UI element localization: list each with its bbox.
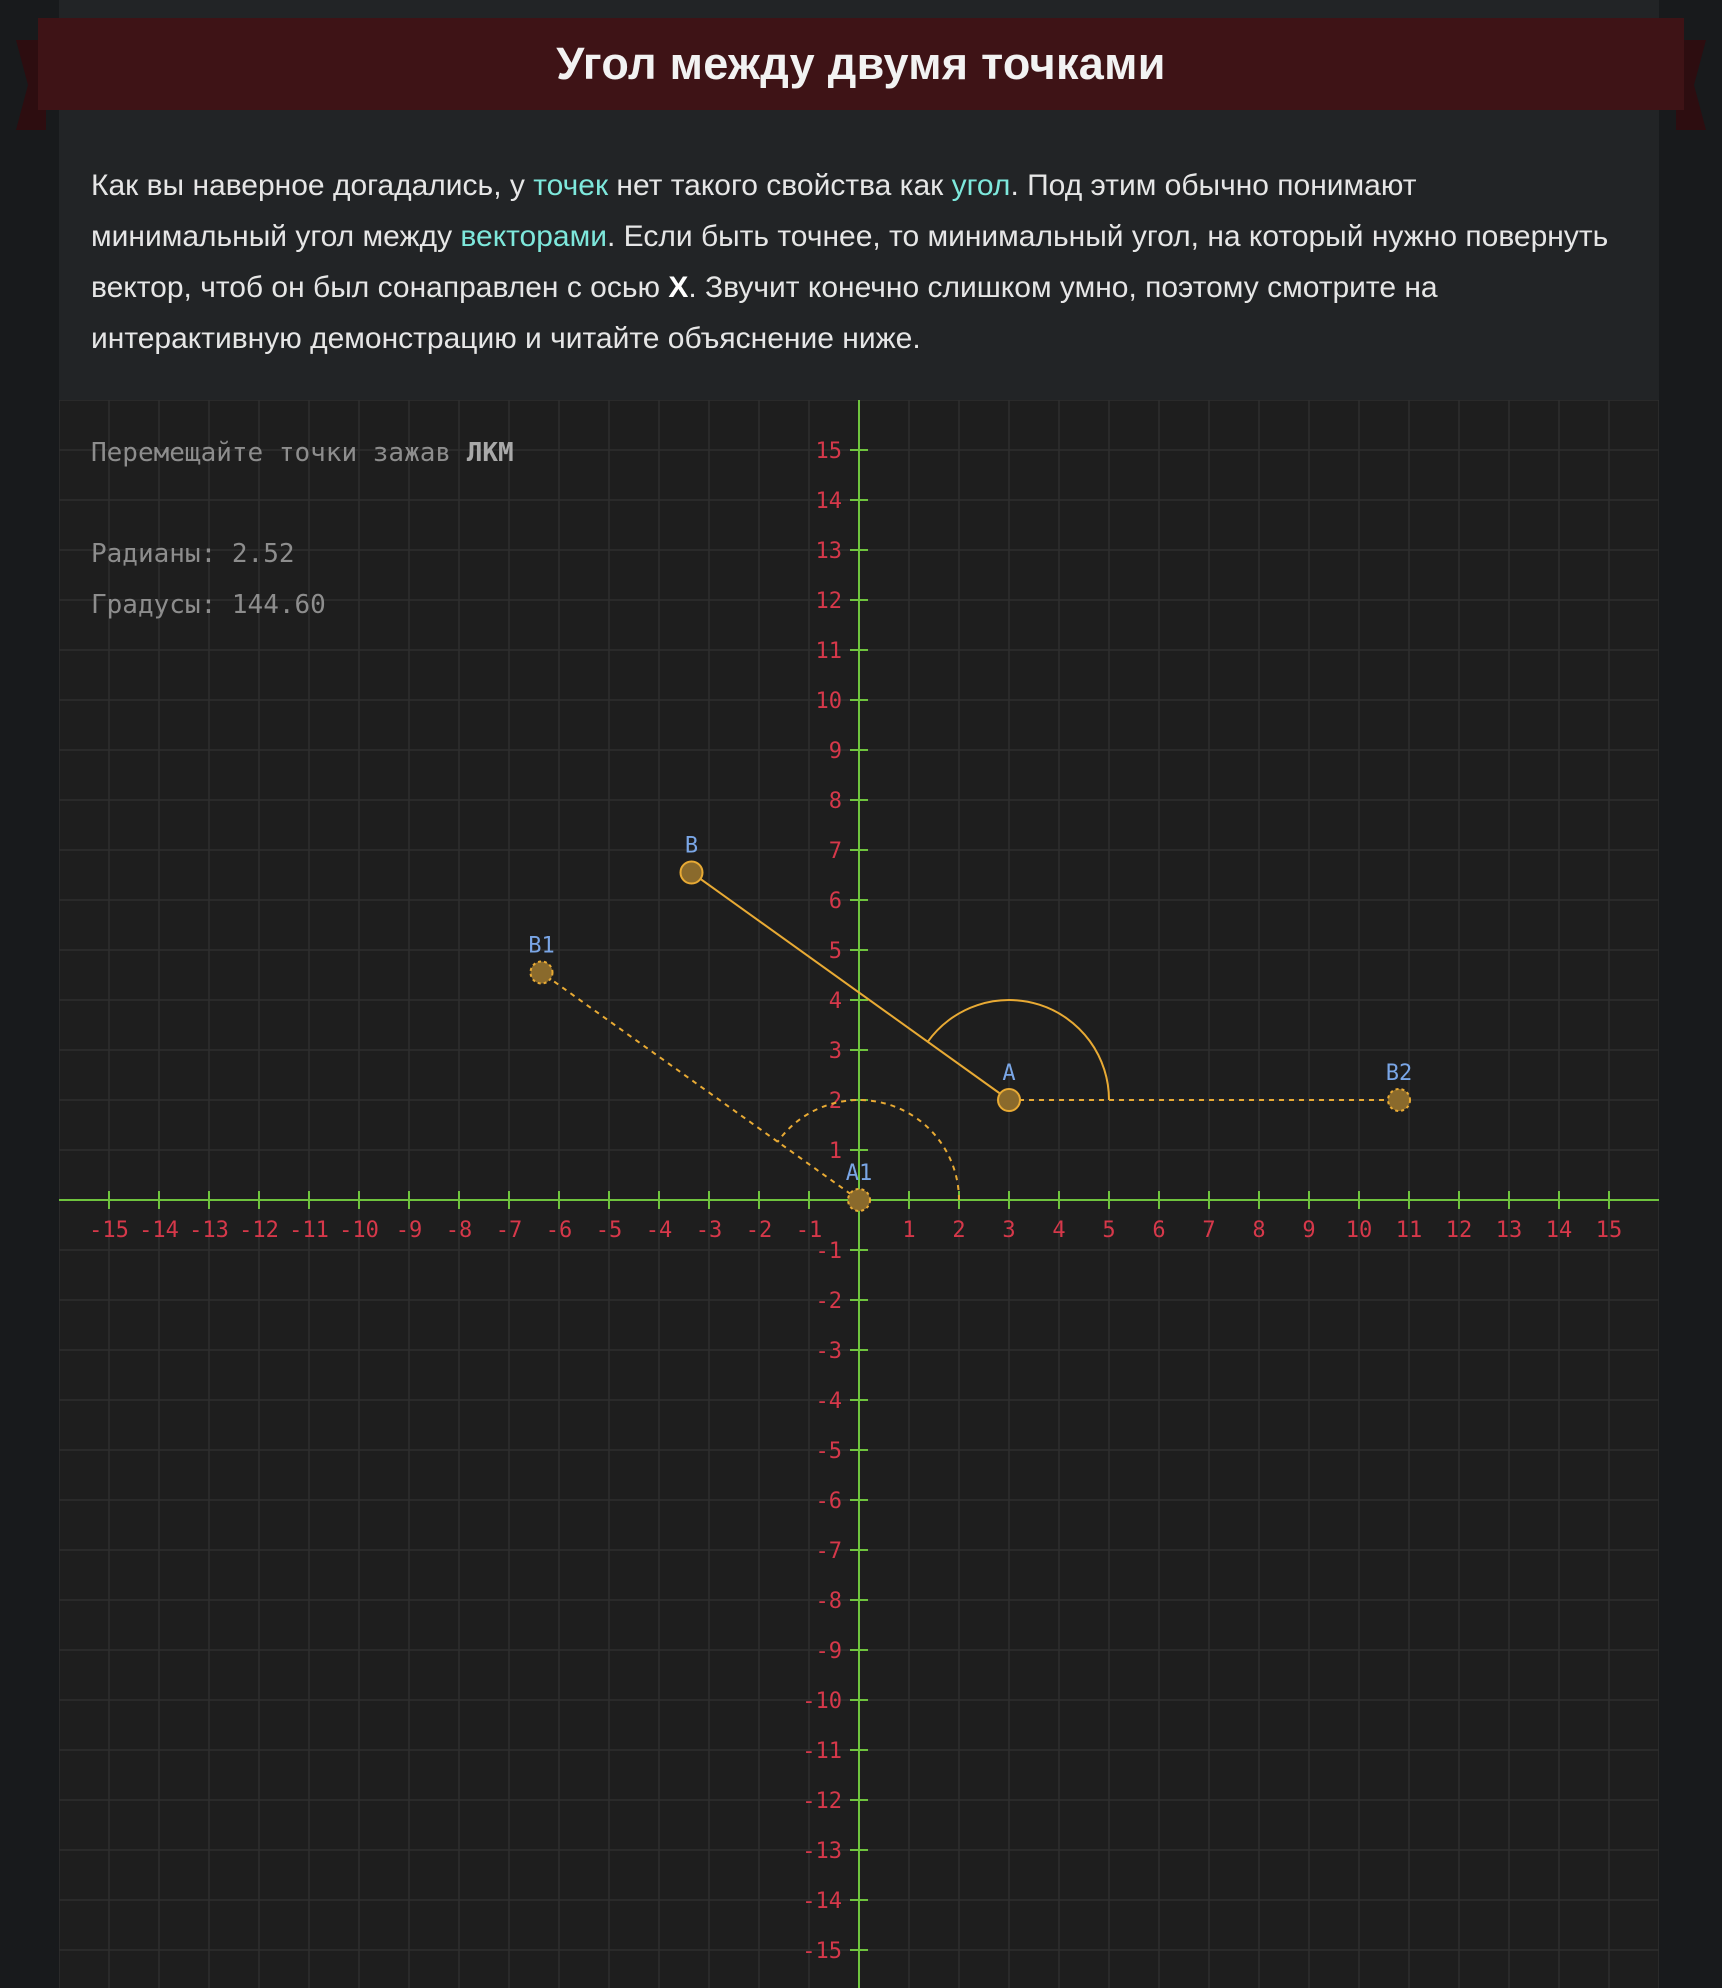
y-tick-label: -4: [815, 1389, 842, 1414]
y-tick-label: 5: [828, 939, 842, 964]
x-tick-label: 13: [1495, 1218, 1523, 1243]
point-label-b: B: [684, 833, 699, 859]
x-tick-label: -14: [139, 1218, 179, 1243]
y-tick-label: -9: [815, 1639, 842, 1664]
x-tick-label: 8: [1252, 1218, 1266, 1243]
drag-hint-text: Перемещайте точки зажав: [91, 438, 467, 468]
x-tick-label: -15: [89, 1218, 129, 1243]
degrees-label: Градусы:: [91, 590, 232, 620]
y-tick-label: -8: [815, 1589, 842, 1614]
y-tick-label: -14: [802, 1889, 842, 1914]
x-tick-label: -9: [395, 1218, 423, 1243]
x-tick-label: 2: [952, 1218, 966, 1243]
y-tick-label: 1: [828, 1139, 842, 1164]
y-tick-label: 12: [815, 589, 842, 614]
x-tick-label: 3: [1002, 1218, 1016, 1243]
y-tick-label: 9: [828, 739, 842, 764]
degrees-value: 144.60: [231, 590, 326, 620]
intro-text-1: Как вы наверное догадались, у: [91, 169, 534, 202]
axis-name: X: [668, 271, 689, 304]
x-tick-label: -5: [595, 1218, 623, 1243]
y-tick-label: -10: [802, 1689, 842, 1714]
x-tick-label: 14: [1545, 1218, 1573, 1243]
y-tick-label: 11: [815, 639, 842, 664]
point-label-b1: B1: [528, 933, 555, 959]
y-tick-label: 4: [828, 989, 842, 1014]
link-points[interactable]: точек: [533, 169, 609, 202]
y-tick-label: -7: [815, 1539, 842, 1564]
x-tick-label: -10: [339, 1218, 379, 1243]
y-tick-label: 3: [828, 1039, 842, 1064]
x-tick-label: -2: [745, 1218, 773, 1243]
point-label-b2: B2: [1385, 1061, 1413, 1086]
x-tick-label: -12: [239, 1218, 279, 1243]
x-tick-label: 4: [1052, 1218, 1066, 1243]
point-a[interactable]: [998, 1089, 1020, 1111]
y-tick-label: -5: [815, 1439, 842, 1464]
y-tick-label: -13: [802, 1839, 842, 1864]
degrees-readout: [91, 590, 326, 620]
x-tick-label: -4: [645, 1218, 673, 1243]
x-tick-label: 12: [1445, 1218, 1473, 1243]
x-tick-label: 6: [1152, 1218, 1166, 1243]
x-tick-label: -7: [495, 1218, 523, 1243]
interactive-demo[interactable]: [59, 400, 1659, 1988]
title-ribbon: [38, 18, 1684, 110]
coordinate-plane[interactable]: [59, 400, 1659, 1988]
y-tick-label: -11: [802, 1739, 842, 1764]
intro-text-5: . Звучит конечно слишком умно, поэтому смотрите на интерактивную демонстрацию и читайте объяснение ниже.: [91, 271, 1438, 355]
y-tick-label: 7: [828, 839, 842, 864]
intro-text-3: . Под этим обычно понимают минимальный угол между: [91, 169, 1417, 253]
y-tick-label: 15: [815, 439, 842, 464]
y-tick-label: 2: [828, 1089, 842, 1114]
y-tick-label: 8: [828, 789, 842, 814]
radians-label: Радианы:: [91, 539, 232, 569]
point-label-a: A: [1002, 1061, 1016, 1086]
point-a1: [848, 1189, 870, 1211]
y-tick-label: 13: [815, 539, 842, 564]
x-tick-label: 11: [1395, 1218, 1423, 1243]
intro-paragraph: [91, 160, 1611, 364]
x-tick-label: -1: [795, 1218, 823, 1243]
point-label-a1: A1: [845, 1161, 873, 1186]
x-tick-label: -11: [289, 1218, 329, 1243]
x-tick-label: 7: [1202, 1218, 1216, 1243]
point-b1: [531, 962, 553, 984]
segment-a1-b1: [542, 973, 860, 1201]
x-tick-label: -3: [695, 1218, 723, 1243]
segment-a-b: [692, 873, 1010, 1101]
radians-readout: [91, 539, 295, 569]
point-b2: [1388, 1089, 1410, 1111]
y-tick-label: -3: [815, 1339, 842, 1364]
x-tick-label: -8: [445, 1218, 473, 1243]
x-tick-label: -13: [189, 1218, 229, 1243]
x-tick-label: 1: [902, 1218, 916, 1243]
radians-value: 2.52: [231, 539, 295, 569]
intro-text-4: . Если быть точнее, то минимальный угол, на который нужно повернуть вектор, чтоб он был сонаправлен с осью: [91, 220, 1609, 304]
x-tick-label: 5: [1102, 1218, 1116, 1243]
x-tick-label: 10: [1345, 1218, 1373, 1243]
y-tick-label: -2: [815, 1289, 842, 1314]
y-tick-label: 14: [815, 489, 842, 514]
y-tick-label: -15: [802, 1939, 842, 1964]
drag-hint-key: ЛКМ: [466, 438, 514, 468]
x-tick-label: 9: [1302, 1218, 1316, 1243]
y-tick-label: 10: [815, 689, 842, 714]
y-tick-label: -12: [802, 1789, 842, 1814]
x-tick-label: -6: [545, 1218, 573, 1243]
link-angle[interactable]: угол: [951, 169, 1011, 202]
x-tick-label: 15: [1595, 1218, 1623, 1243]
page-title: Угол между двумя точками: [556, 38, 1166, 89]
link-vectors[interactable]: векторами: [460, 220, 607, 253]
drag-hint: [91, 438, 514, 468]
point-b[interactable]: [681, 862, 703, 884]
intro-text-2: нет такого свойства как: [608, 169, 952, 202]
y-tick-label: -6: [815, 1489, 842, 1514]
y-tick-label: -1: [815, 1239, 842, 1264]
y-tick-label: 6: [828, 889, 842, 914]
